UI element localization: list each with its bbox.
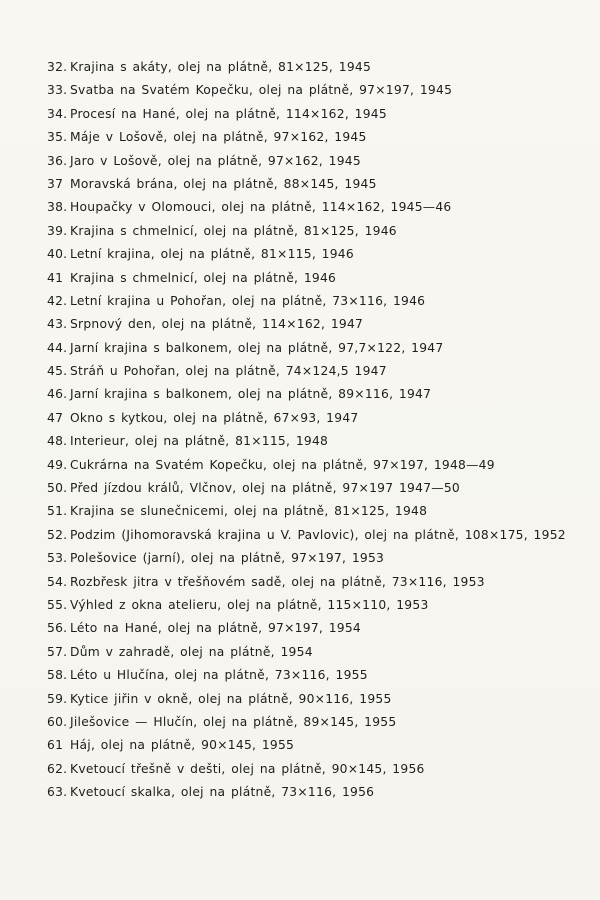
- entry-text: Kvetoucí skalka, olej na plátně, 73×116, 1956: [70, 785, 375, 800]
- entry-text: Krajina s akáty, olej na plátně, 81×125, 1945: [70, 60, 372, 74]
- list-item: [0, 594, 600, 617]
- entry-number: 61: [47, 738, 64, 753]
- entry-number: 44.: [47, 340, 68, 355]
- entry-text: Procesí na Hané, olej na plátně, 114×162, 1945: [70, 106, 387, 121]
- entry-text: Letní krajina u Pohořan, olej na plátně, 73×116, 1946: [70, 293, 426, 308]
- list-item: [0, 641, 600, 664]
- entry-number: 62.: [47, 761, 68, 776]
- entry-text: Rozbřesk jitra v třešňovém sadě, olej na plátně, 73×116, 1953: [70, 574, 485, 589]
- entry-number: 35.: [47, 130, 68, 145]
- list-item: [0, 454, 600, 477]
- list-item: [0, 56, 600, 79]
- entry-text: Srpnový den, olej na plátně, 114×162, 1947: [70, 317, 364, 332]
- artwork-list: [0, 56, 600, 805]
- entry-number: 48.: [47, 434, 68, 449]
- entry-number: 32.: [47, 60, 68, 74]
- entry-number: 57.: [47, 644, 68, 659]
- list-item: [0, 126, 600, 149]
- list-item: [0, 220, 600, 243]
- entry-number: 63.: [47, 785, 68, 800]
- list-item: [0, 781, 600, 804]
- list-item: [0, 477, 600, 500]
- entry-text: Výhled z okna atelieru, olej na plátně, 115×110, 1953: [70, 597, 429, 612]
- entry-number: 59.: [47, 691, 68, 706]
- list-item: [0, 758, 600, 781]
- entry-text: Okno s kytkou, olej na plátně, 67×93, 1947: [70, 410, 359, 425]
- list-item: [0, 173, 600, 196]
- list-item: [0, 337, 600, 360]
- entry-number: 52.: [47, 527, 68, 542]
- entry-text: Kytice jiřin v okně, olej na plátně, 90×116, 1955: [70, 691, 392, 706]
- entry-number: 50.: [47, 481, 68, 496]
- list-item: [0, 383, 600, 406]
- list-item: [0, 664, 600, 687]
- entry-text: Dům v zahradě, olej na plátně, 1954: [70, 644, 313, 659]
- list-item: [0, 617, 600, 640]
- entry-number: 43.: [47, 317, 68, 332]
- list-item: [0, 267, 600, 290]
- entry-number: 36.: [47, 153, 68, 168]
- list-item: [0, 524, 600, 547]
- list-item: [0, 79, 600, 102]
- entry-text: Kvetoucí třešně v dešti, olej na plátně, 90×145, 1956: [70, 761, 425, 776]
- entry-number: 41: [47, 270, 64, 285]
- list-item: [0, 500, 600, 523]
- entry-number: 38.: [47, 200, 68, 215]
- entry-text: Háj, olej na plátně, 90×145, 1955: [70, 738, 295, 753]
- entry-number: 39.: [47, 223, 68, 238]
- entry-number: 54.: [47, 574, 68, 589]
- entry-text: Krajina s chmelnicí, olej na plátně, 81×125, 1946: [70, 223, 397, 238]
- entry-text: Jilešovice — Hlučín, olej na plátně, 89×145, 1955: [70, 714, 397, 729]
- entry-text: Podzim (Jihomoravská krajina u V. Pavlovic), olej na plátně, 108×175, 1952: [70, 527, 566, 542]
- entry-text: Moravská brána, olej na plátně, 88×145, 1945: [70, 176, 377, 191]
- entry-text: Jaro v Lošově, olej na plátně, 97×162, 1945: [70, 153, 361, 168]
- entry-number: 58.: [47, 668, 68, 683]
- entry-text: Máje v Lošově, olej na plátně, 97×162, 1945: [70, 130, 367, 145]
- entry-text: Stráň u Pohořan, olej na plátně, 74×124,5 1947: [70, 364, 387, 379]
- entry-number: 46.: [47, 387, 68, 402]
- entry-text: Cukrárna na Svatém Kopečku, olej na plátně, 97×197, 1948—49: [70, 457, 495, 472]
- entry-number: 37: [47, 176, 64, 191]
- list-item: [0, 547, 600, 570]
- list-item: [0, 571, 600, 594]
- entry-text: Polešovice (jarní), olej na plátně, 97×197, 1953: [70, 551, 385, 566]
- list-item: [0, 407, 600, 430]
- entry-number: 40.: [47, 247, 68, 262]
- entry-number: 60.: [47, 714, 68, 729]
- entry-text: Jarní krajina s balkonem, olej na plátně, 97,7×122, 1947: [70, 340, 444, 355]
- entry-number: 34.: [47, 106, 68, 121]
- entry-text: Houpačky v Olomouci, olej na plátně, 114×162, 1945—46: [70, 200, 452, 215]
- list-item: [0, 734, 600, 757]
- entry-text: Jarní krajina s balkonem, olej na plátně, 89×116, 1947: [70, 387, 432, 402]
- list-item: [0, 688, 600, 711]
- entry-text: Léto na Hané, olej na plátně, 97×197, 1954: [70, 621, 362, 636]
- list-item: [0, 290, 600, 313]
- entry-text: Letní krajina, olej na plátně, 81×115, 1946: [70, 247, 354, 262]
- entry-number: 42.: [47, 293, 68, 308]
- entry-text: Léto u Hlučína, olej na plátně, 73×116, 1955: [70, 668, 368, 683]
- entry-text: Svatba na Svatém Kopečku, olej na plátně, 97×197, 1945: [70, 83, 453, 98]
- list-item: [0, 711, 600, 734]
- list-item: [0, 243, 600, 266]
- list-item: [0, 150, 600, 173]
- entry-number: 56.: [47, 621, 68, 636]
- entry-text: Krajina s chmelnicí, olej na plátně, 1946: [70, 270, 337, 285]
- entry-text: Krajina se slunečnicemi, olej na plátně, 81×125, 1948: [70, 504, 428, 519]
- list-item: [0, 196, 600, 219]
- list-item: [0, 360, 600, 383]
- entry-number: 53.: [47, 551, 68, 566]
- list-item: [0, 313, 600, 336]
- entry-number: 45.: [47, 364, 68, 379]
- entry-number: 47: [47, 410, 64, 425]
- entry-text: Interieur, olej na plátně, 81×115, 1948: [70, 434, 329, 449]
- entry-number: 55.: [47, 597, 68, 612]
- list-item: [0, 103, 600, 126]
- list-item: [0, 430, 600, 453]
- entry-text: Před jízdou králů, Vlčnov, olej na plátně, 97×197 1947—50: [70, 481, 460, 496]
- entry-number: 33.: [47, 83, 68, 98]
- entry-number: 49.: [47, 457, 68, 472]
- entry-number: 51.: [47, 504, 68, 519]
